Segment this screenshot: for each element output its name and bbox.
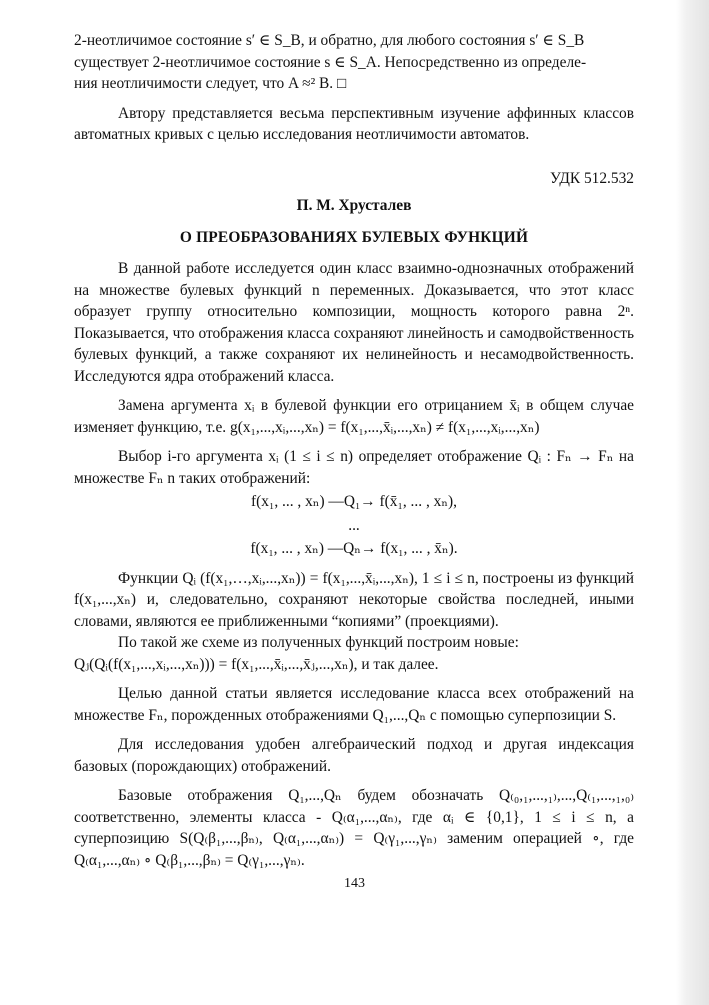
text-column: [74, 30, 634, 871]
paragraph-functions: Функции Qᵢ (f(x₁,…,xᵢ,...,xₙ)) = f(x₁,...,x̄ᵢ,...,xₙ), 1 ≤ i ≤ n, построены из функций f(x₁,...,xₙ) и, следовательно, сохраняют некоторые свойства последней, иными словами, являются ее приближенными “копиями” (проекциями).: [74, 569, 634, 630]
formula-dots: ...: [348, 516, 360, 534]
paragraph-goal: Целью данной статьи является исследование класса всех отображений на множестве Fₙ, порожденных отображениями Q₁,...,Qₙ с помощью суперпозиции S.: [74, 685, 634, 724]
abstract-paragraph: В данной работе исследуется один класс взаимно-однозначных отображений на множестве булевых функций n переменных. Доказывается, что этот класс образует группу относительно композиции, мощность которого равна 2ⁿ. Показывается, что отображения класса сохраняют линейность и самодвойственность булевых функций, а также сохраняют их нелинейность и несамодвойственность. Исследуются ядра отображений класса.: [74, 260, 634, 385]
prev-article-closing: Автору представляется весьма перспективным изучение аффинных классов автоматных кривых с целью исследования неотличимости автоматов.: [74, 104, 634, 143]
paragraph-approach: Для исследования удобен алгебраический подход и другая индексация базовых (порождающих) отображений.: [74, 736, 634, 775]
page-number: 143: [344, 876, 365, 891]
prev-article-line-1: 2-неотличимое состояние s′ ∈ S_B, и обратно, для любого состояния s′ ∈ S_B: [74, 32, 585, 49]
article-author: П. М. Хрусталев: [296, 197, 412, 214]
paragraph-base-mappings: Базовые отображения Q₁,...,Qₙ будем обозначать Q₍₀,₁,...,₁₎,...,Q₍₁,...,₁,₀₎ соответственно, элементы класса - Q₍α₁,...,αₙ₎, где αᵢ ∈ {0,1}, 1 ≤ i ≤ n, а суперпозицию S(Q₍β₁,...,βₙ₎, Q₍α₁,...,αₙ₎) = Q₍γ₁,...,γₙ₎ заменим операцией ∘, где Q₍α₁,...,αₙ₎ ∘ Q₍β₁,...,βₙ₎ = Q₍γ₁,...,γₙ₎.: [74, 787, 634, 869]
paragraph-scheme: По такой же схеме из полученных функций построим новые:: [118, 634, 519, 651]
formula-qn: f(x₁, ... , xₙ) —Qₙ→ f(x₁, ... , x̄ₙ).: [250, 540, 458, 557]
udk-code: УДК 512.532: [550, 169, 634, 187]
formula-q1: f(x₁, ... , xₙ) —Q₁→ f(x̄₁, ... , xₙ),: [251, 493, 457, 510]
formula-composition: Qⱼ(Qᵢ(f(x₁,...,xᵢ,...,xₙ))) = f(x₁,...,x̄ᵢ,...,x̄ⱼ,...,xₙ), и так далее.: [74, 655, 439, 673]
article-title: О ПРЕОБРАЗОВАНИЯХ БУЛЕВЫХ ФУНКЦИЙ: [179, 228, 529, 246]
paragraph-negation: Замена аргумента xᵢ в булевой функции его отрицанием x̄ᵢ в общем случае изменяет функцию, т.е. g(x₁,...,xᵢ,...,xₙ) = f(x₁,...,x̄ᵢ,...,xₙ) ≠ f(x₁,...,xᵢ,...,xₙ): [74, 397, 634, 436]
paragraph-mapping: Выбор i-го аргумента xᵢ (1 ≤ i ≤ n) определяет отображение Qᵢ : Fₙ → Fₙ на множестве Fₙ n таких отображений:: [74, 448, 634, 487]
prev-article-line-2: существует 2-неотличимое состояние s ∈ S_A. Непосредственно из определе-: [74, 53, 587, 71]
prev-article-line-3: ния неотличимости следует, что A ≈² B. □: [74, 75, 347, 92]
